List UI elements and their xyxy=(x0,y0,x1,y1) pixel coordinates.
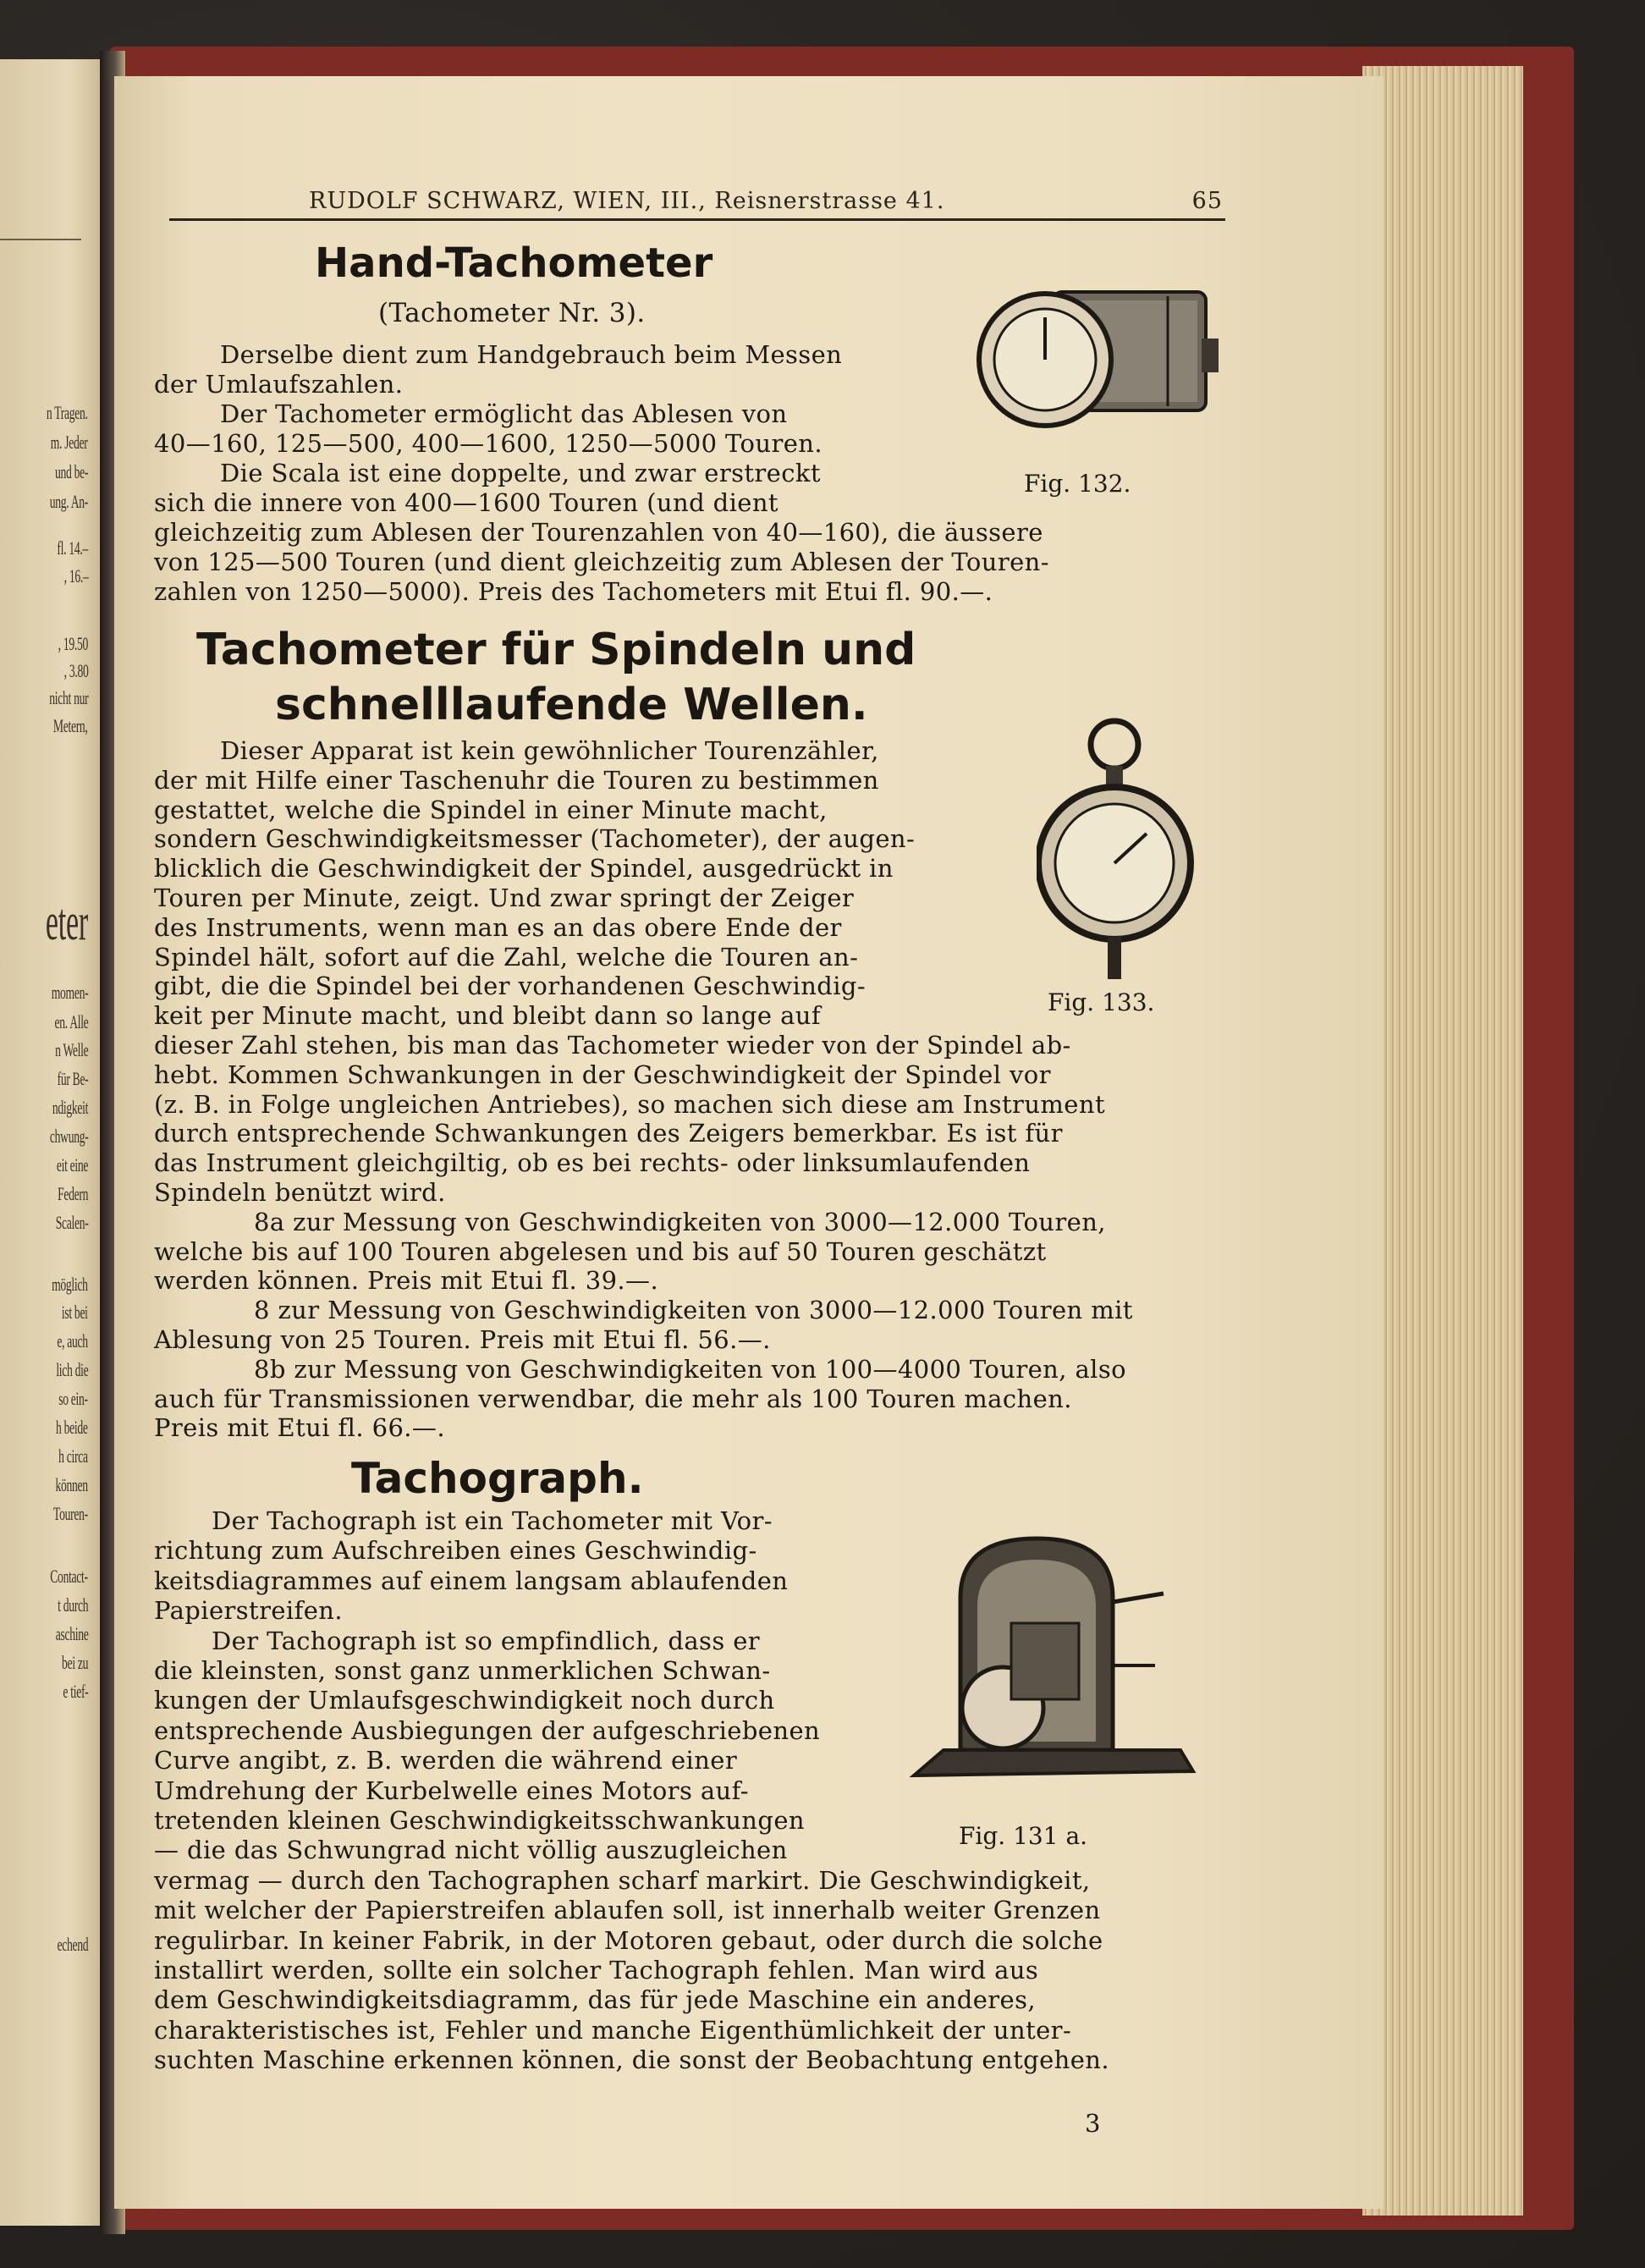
left-page-fragment: Contact- xyxy=(50,1566,88,1587)
text-line: vermag — durch den Tachographen scharf markirt. Die Geschwindigkeit, xyxy=(154,1865,1091,1895)
text-line: kungen der Umlaufsgeschwindigkeit noch durch xyxy=(154,1686,775,1715)
text-line: Die Scala ist eine doppelte, und zwar erstreckt xyxy=(220,459,821,487)
text-line: von 125—500 Touren (und dient gleichzeitig zum Ablesen der Touren- xyxy=(154,548,1049,576)
text-line: Spindeln benützt wird. xyxy=(154,1178,446,1207)
left-page-fragment: e, auch xyxy=(57,1330,88,1351)
text-line: zahlen von 1250—5000). Preis des Tachometers mit Etui fl. 90.—. xyxy=(154,577,993,606)
left-page-fragment: so ein- xyxy=(58,1388,88,1409)
page-number: 65 xyxy=(1191,188,1223,214)
text-line: mit welcher der Papierstreifen ablaufen soll, ist innerhalb weiter Grenzen xyxy=(154,1896,1101,1925)
left-page-fragment: e tief- xyxy=(62,1681,88,1702)
text-line: Der Tachometer ermöglicht das Ablesen von xyxy=(220,399,788,428)
left-page-fragment: eter xyxy=(45,894,88,951)
text-line: Ablesung von 25 Touren. Preis mit Etui fl. 56.—. xyxy=(154,1325,771,1354)
signature-mark: 3 xyxy=(1085,2109,1101,2138)
text-line: regulirbar. In keiner Fabrik, in der Motoren gebaut, oder durch die solche xyxy=(154,1925,1103,1955)
left-page-fragment: chwung- xyxy=(49,1126,88,1147)
left-page-fragment: h beide xyxy=(56,1417,88,1438)
left-page-fragment: t durch xyxy=(57,1594,88,1616)
text-line: 8 zur Messung von Geschwindigkeiten von 3000—12.000 Touren mit xyxy=(254,1296,1133,1325)
left-page-fragment: können xyxy=(55,1474,88,1495)
text-line: welche bis auf 100 Touren abgelesen und bis auf 50 Touren geschätzt xyxy=(154,1236,1047,1266)
left-page-fragment: , 19.50 xyxy=(58,633,88,654)
text-line: sich die innere von 400—1600 Touren (und dient xyxy=(154,488,778,517)
text-line: charakteristisches ist, Fehler und manche Eigenthümlichkeit der unter- xyxy=(154,2015,1072,2045)
text-line: tretenden kleinen Geschwindigkeitsschwankungen xyxy=(154,1806,805,1835)
left-page-fragment: Scalen- xyxy=(55,1212,88,1233)
running-header xyxy=(173,188,1223,222)
left-page-fragment: h circa xyxy=(58,1445,88,1467)
left-page-fragment: n Tragen. xyxy=(47,402,88,423)
header-rule xyxy=(169,218,1225,221)
text-line: sondern Geschwindigkeitsmesser (Tachometer), der augen- xyxy=(154,824,916,854)
left-page-fragment: , 16.– xyxy=(63,565,88,586)
left-page-fragment: m. Jeder xyxy=(51,432,88,453)
left-page-fragment: Federn xyxy=(57,1183,88,1204)
left-page-rule xyxy=(0,239,81,240)
text-line: die kleinsten, sonst ganz unmerklichen Schwan- xyxy=(154,1656,771,1685)
text-line: Der Tachograph ist ein Tachometer mit Vor- xyxy=(212,1506,773,1535)
text-line: keitsdiagrammes auf einem langsam ablaufenden xyxy=(154,1566,789,1595)
text-line: Preis mit Etui fl. 66.—. xyxy=(154,1413,445,1443)
text-line: 8a zur Messung von Geschwindigkeiten von 3000—12.000 Touren, xyxy=(254,1207,1106,1236)
left-page-fragment: eit eine xyxy=(56,1154,88,1175)
text-line: dieser Zahl stehen, bis man das Tachometer wieder von der Spindel ab- xyxy=(154,1031,1071,1060)
text-line: Der Tachograph ist so empfindlich, dass er xyxy=(212,1626,761,1655)
running-title: RUDOLF SCHWARZ, WIEN, III., Reisnerstrasse 41. xyxy=(309,188,945,214)
fig-133-caption: Fig. 133. xyxy=(1048,988,1155,1016)
left-page-fragment: Metern, xyxy=(53,715,88,736)
text-line: blicklich die Geschwindigkeit der Spindel, ausgedrückt in xyxy=(154,854,894,884)
section-title-spindles-line1: Tachometer für Spindeln und xyxy=(196,625,916,675)
fig-132-caption: Fig. 132. xyxy=(1024,470,1131,498)
left-facing-page xyxy=(0,59,100,2226)
text-line: Spindel hält, sofort auf die Zahl, welche die Touren an- xyxy=(154,942,859,972)
text-line: auch für Transmissionen verwendbar, die mehr als 100 Touren machen. xyxy=(154,1384,1072,1413)
section-title-tachograph: Tachograph. xyxy=(351,1454,644,1503)
section-title-spindles-line2: schnelllaufende Wellen. xyxy=(275,680,868,730)
page-edges xyxy=(1362,66,1523,2216)
text-line: gestattet, welche die Spindel in einer Minute macht, xyxy=(154,795,828,824)
fig-131a-caption: Fig. 131 a. xyxy=(959,1822,1088,1850)
fig-131a-illustration xyxy=(910,1530,1197,1788)
text-line: des Instruments, wenn man es an das obere Ende der xyxy=(154,912,842,942)
left-page-fragment: n Welle xyxy=(54,1039,88,1060)
section-title-hand-tachometer: Hand-Tachometer xyxy=(315,239,713,287)
left-page-fragment: nicht nur xyxy=(48,687,88,708)
text-line: der mit Hilfe einer Taschenuhr die Touren zu bestimmen xyxy=(154,765,879,795)
text-line: Touren per Minute, zeigt. Und zwar springt der Zeiger xyxy=(154,884,855,912)
text-line: Dieser Apparat ist kein gewöhnlicher Tourenzähler, xyxy=(220,736,879,765)
text-line: werden können. Preis mit Etui fl. 39.—. xyxy=(154,1266,659,1296)
text-line: hebt. Kommen Schwankungen in der Geschwindigkeit der Spindel vor xyxy=(154,1060,1051,1089)
text-line: (z. B. in Folge ungleichen Antriebes), so machen sich diese am Instrument xyxy=(154,1089,1105,1119)
left-page-fragment: , 3.80 xyxy=(63,660,88,681)
text-line: — die das Schwungrad nicht völlig auszugleichen xyxy=(154,1836,788,1865)
left-page-fragment: echend xyxy=(57,1934,88,1955)
text-line: Derselbe dient zum Handgebrauch beim Messen xyxy=(220,340,843,369)
left-page-fragment: möglich xyxy=(52,1274,88,1295)
left-page-fragment: Touren- xyxy=(53,1503,88,1524)
left-page-fragment: ung. An- xyxy=(49,491,88,512)
text-line: suchten Maschine erkennen können, die sonst der Beobachtung entgehen. xyxy=(154,2045,1109,2075)
text-line: gleichzeitig zum Ablesen der Tourenzahlen von 40—160), die äussere xyxy=(154,518,1043,547)
text-line: richtung zum Aufschreiben eines Geschwindig- xyxy=(154,1536,757,1566)
text-line: dem Geschwindigkeitsdiagramm, das für jede Maschine ein anderes, xyxy=(154,1985,1036,2015)
text-line: Curve angibt, z. B. werden die während einer xyxy=(154,1746,738,1775)
left-page-fragment: ndigkeit xyxy=(52,1097,88,1118)
left-page-fragment: bei zu xyxy=(61,1652,88,1673)
fig-132-illustration xyxy=(973,279,1223,440)
left-page-fragment: en. Alle xyxy=(54,1011,88,1032)
text-line: der Umlaufszahlen. xyxy=(154,370,404,399)
left-page-fragment: fl. 14.– xyxy=(57,537,88,559)
text-line: Papierstreifen. xyxy=(154,1596,343,1626)
text-line: durch entsprechende Schwankungen des Zeigers bemerkbar. Es ist für xyxy=(154,1119,1063,1148)
text-line: gibt, die die Spindel bei der vorhandenen Geschwindig- xyxy=(154,972,867,1001)
left-page-fragment: aschine xyxy=(55,1623,88,1644)
left-page-fragment: ist bei xyxy=(62,1302,88,1323)
left-page-fragment: und be- xyxy=(54,461,88,482)
section-subtitle: (Tachometer Nr. 3). xyxy=(378,298,646,328)
text-line: 8b zur Messung von Geschwindigkeiten von 100—4000 Touren, also xyxy=(254,1354,1126,1384)
text-line: das Instrument gleichgiltig, ob es bei rechts- oder linksumlaufenden xyxy=(154,1148,1031,1178)
text-line: keit per Minute macht, und bleibt dann so lange auf xyxy=(154,1001,821,1031)
text-line: installirt werden, sollte ein solcher Tachograph fehlen. Man wird aus xyxy=(154,1956,1039,1984)
left-page-fragment: lich die xyxy=(55,1359,88,1380)
left-page-fragment: momen- xyxy=(51,982,88,1003)
text-line: 40—160, 125—500, 400—1600, 1250—5000 Touren. xyxy=(154,429,822,458)
left-page-fragment: für Be- xyxy=(57,1068,88,1089)
text-line: entsprechende Ausbiegungen der aufgeschriebenen xyxy=(154,1715,821,1745)
text-line: Umdrehung der Kurbelwelle eines Motors auf- xyxy=(154,1775,749,1805)
fig-133-illustration xyxy=(1037,715,1197,986)
